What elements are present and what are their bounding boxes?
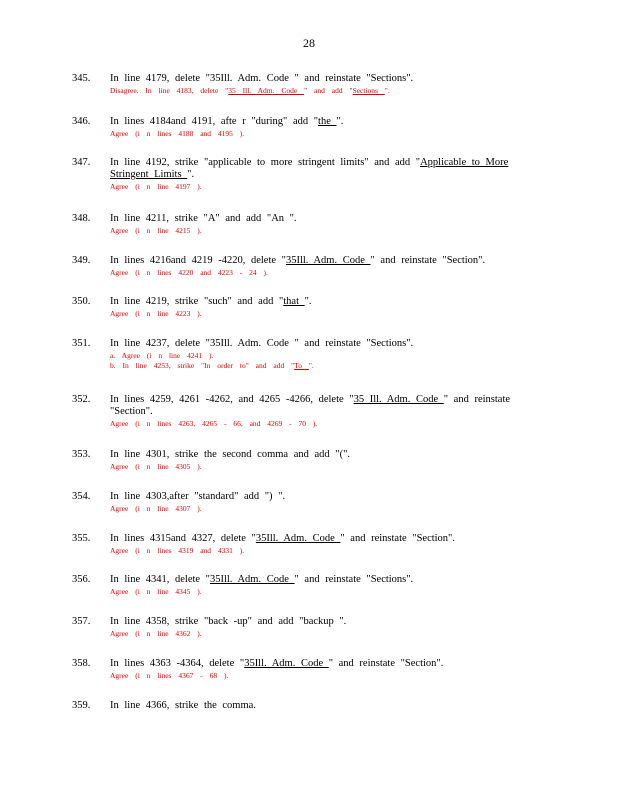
entry-number: 349. [72, 255, 91, 266]
entry-number: 345. [72, 73, 91, 84]
entry-number: 350. [72, 296, 91, 307]
comment-entry-358 [72, 658, 542, 681]
entry-number: 354. [72, 491, 91, 502]
comment-entry-355 [72, 533, 542, 556]
entry-number: 347. [72, 157, 91, 168]
entry-text: In lines 4259, 4261 -4262, and 4265 -4266, delete "35 Ill. Adm. Code " and reinstate [110, 394, 511, 405]
comment-entry-353 [72, 449, 542, 472]
entry-number: 358. [72, 658, 91, 669]
entry-text: In line 4358, strike "back -up" and add "backup ". [110, 616, 347, 627]
entry-number: 359. [72, 700, 91, 711]
entry-number: 356. [72, 574, 91, 585]
agency-response: Agree (i n line 4345 ). [110, 587, 202, 596]
comment-entry-352 [72, 394, 542, 429]
agency-response-b: b. In line 4253, strike "In order to" and add "To ". [110, 361, 314, 370]
comment-entry-349 [72, 255, 542, 278]
agency-response: Agree (i n line 4197 ). [110, 182, 202, 191]
agency-response: Agree (i n lines 4263, 4265 - 66, and 4269 - 70 ). [110, 419, 318, 428]
comment-entry-356 [72, 574, 542, 597]
comment-entry-345 [72, 73, 542, 96]
comment-entry-347 [72, 157, 542, 192]
entry-text: In line 4303,after "standard" add ") ". [110, 491, 286, 502]
entry-text: In lines 4216and 4219 -4220, delete "35Ill. Adm. Code " and reinstate "Section". [110, 255, 486, 266]
agency-response: Agree (i n line 4307 ). [110, 504, 202, 513]
entry-text-cont: "Section". [110, 406, 153, 417]
agency-response: Agree (i n line 4362 ). [110, 629, 202, 638]
entry-number: 355. [72, 533, 91, 544]
entry-text: In lines 4184and 4191, afte r "during" add "the ". [110, 116, 344, 127]
comment-entry-351 [72, 338, 542, 371]
entry-text: In line 4211, strike "A" and add "An ". [110, 213, 297, 224]
page-number: 28 [303, 36, 315, 50]
entry-text: In line 4192, strike "applicable to more stringent limits" and add "Applicable to More [110, 157, 509, 168]
comment-entry-348 [72, 213, 542, 236]
agency-response: Agree (i n lines 4188 and 4195 ). [110, 129, 245, 138]
entry-text: In line 4366, strike the comma. [110, 700, 256, 711]
agency-response: Agree (i n lines 4367 - 68 ). [110, 671, 229, 680]
entry-text: In lines 4363 -4364, delete "35Ill. Adm. Code " and reinstate "Section". [110, 658, 444, 669]
comment-entry-350 [72, 296, 542, 319]
comment-entry-346 [72, 116, 542, 139]
entry-number: 346. [72, 116, 91, 127]
entry-number: 353. [72, 449, 91, 460]
agency-response: Agree (i n line 4223 ). [110, 309, 202, 318]
agency-response-a: a. Agree (i n line 4241 ). [110, 351, 214, 360]
agency-response: Agree (i n lines 4220 and 4223 - 24 ). [110, 268, 268, 277]
comment-entry-359 [72, 700, 542, 712]
entry-number: 357. [72, 616, 91, 627]
entry-number: 348. [72, 213, 91, 224]
entry-text: In line 4219, strike "such" and add "that ". [110, 296, 312, 307]
agency-response: Disagree. In line 4183, delete "35 Ill. Adm. Code " and add "Sections ". [110, 86, 390, 95]
entry-number: 352. [72, 394, 91, 405]
comment-entry-357 [72, 616, 542, 639]
agency-response: Agree (i n line 4215 ). [110, 226, 202, 235]
agency-response: Agree (i n lines 4319 and 4331 ). [110, 546, 245, 555]
entry-text: In lines 4315and 4327, delete "35Ill. Adm. Code " and reinstate "Section". [110, 533, 455, 544]
entry-number: 351. [72, 338, 91, 349]
entry-text: In line 4301, strike the second comma and add "(". [110, 449, 350, 460]
entry-text-cont: Stringent Limits ". [110, 169, 195, 180]
entry-text: In line 4341, delete "35Ill. Adm. Code " and reinstate "Sections". [110, 574, 414, 585]
comment-entry-354 [72, 491, 542, 514]
entry-text: In line 4179, delete "35Ill. Adm. Code " and reinstate "Sections". [110, 73, 414, 84]
entry-text: In line 4237, delete "35Ill. Adm. Code " and reinstate "Sections". [110, 338, 414, 349]
agency-response: Agree (i n line 4305 ). [110, 462, 202, 471]
